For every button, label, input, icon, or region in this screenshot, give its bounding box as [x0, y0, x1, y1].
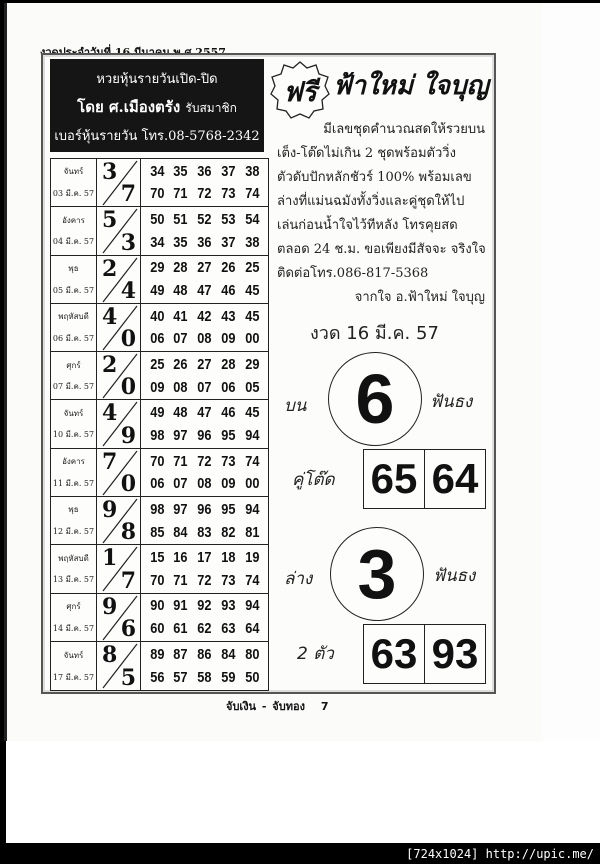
bottom-digit: 9: [120, 422, 136, 448]
number: 49: [149, 404, 164, 422]
numbers-cell: [141, 642, 268, 690]
day-cell: [51, 449, 97, 496]
number: 34: [149, 233, 164, 251]
numbers-cell: [141, 594, 268, 641]
top-digit: 9: [102, 497, 118, 524]
number: 35: [173, 162, 188, 180]
bottom-label: ล่าง: [284, 569, 313, 589]
number: 74: [244, 452, 260, 470]
day-date: 06 มี.ค. 57: [52, 333, 95, 343]
numbers-line1: [141, 404, 268, 421]
numbers-cell: [141, 545, 268, 592]
top-label: บน: [284, 396, 307, 416]
bottom-digit: 4: [120, 277, 136, 303]
number: 17: [197, 549, 212, 567]
bottom-suffix: ฟันธง: [433, 566, 476, 586]
digit-cell: [97, 594, 141, 641]
numbers-cell: [141, 256, 268, 303]
number: 94: [244, 597, 260, 615]
watermark: [724x1024] http://upic.me/: [406, 847, 594, 861]
bottom-digit: 0: [120, 374, 136, 400]
digit-cell: [97, 256, 141, 303]
top-digit: 6: [355, 360, 395, 438]
promo-line-2: [50, 95, 264, 119]
number: 35: [173, 233, 188, 251]
top-digit: 2: [102, 352, 118, 379]
digit-cell: [97, 352, 141, 399]
numbers-line2: [141, 475, 268, 492]
number: 45: [244, 307, 260, 325]
number: 45: [244, 404, 260, 422]
number: 58: [197, 669, 212, 687]
number: 92: [197, 597, 212, 615]
number: 08: [197, 330, 212, 348]
day-cell: [51, 545, 97, 592]
numbers-line1: [141, 163, 268, 180]
day-cell: [51, 642, 97, 690]
number: 70: [149, 452, 164, 470]
number: 37: [221, 233, 236, 251]
number: 54: [244, 211, 260, 229]
day-cell: [51, 352, 97, 399]
day-date: 14 มี.ค. 57: [52, 623, 95, 633]
numbers-line1: [141, 501, 268, 518]
day-cell: [51, 497, 97, 544]
number: 94: [244, 500, 260, 518]
numbers-cell: [141, 497, 268, 544]
number: 73: [221, 185, 236, 203]
badge-label: ฟรี: [283, 77, 317, 108]
number: 53: [221, 211, 236, 229]
free-badge: [270, 61, 330, 119]
page-margin-right: [542, 3, 600, 741]
number: 84: [221, 646, 236, 664]
number: 38: [244, 233, 260, 251]
table-row: [51, 497, 268, 545]
number: 96: [197, 500, 212, 518]
number: 50: [244, 669, 260, 687]
number: 29: [244, 356, 260, 373]
number: 70: [149, 185, 164, 203]
bottom-digit: 3: [120, 229, 136, 255]
day-name: พุธ: [68, 505, 79, 515]
numbers-line1: [141, 597, 268, 614]
number: 18: [221, 549, 236, 567]
numbers-cell: [141, 449, 268, 496]
numbers-cell: [141, 352, 268, 399]
day-name: จันทร์: [63, 167, 84, 177]
number: 41: [173, 307, 188, 325]
number: 25: [149, 356, 164, 373]
number: 42: [197, 307, 212, 325]
day-name: จันทร์: [63, 408, 84, 418]
day-name: พฤหัสบดี: [58, 312, 89, 322]
top-suffix: ฟันธง: [430, 392, 473, 412]
number: 08: [197, 475, 212, 493]
numbers-line2: [141, 379, 268, 396]
day-name: ศุกร์: [66, 360, 81, 370]
numbers-line2: [141, 620, 268, 637]
day-name: พฤหัสบดี: [58, 553, 89, 563]
numbers-cell: [141, 400, 268, 447]
number: 73: [221, 452, 236, 470]
pair-label-top: คู่โต๊ด: [292, 470, 335, 490]
day-date: 13 มี.ค. 57: [52, 575, 95, 585]
bottom-pair-2: 93: [424, 625, 485, 683]
digit-cell: [97, 497, 141, 544]
top-digit: 4: [102, 400, 118, 427]
number: 57: [173, 669, 188, 687]
desc-line: ตลอด 24 ช.ม. ขอเพียงมีสัจจะ จริงใจ: [277, 242, 486, 257]
number: 72: [197, 185, 212, 203]
number: 84: [173, 523, 188, 541]
digit-cell: [97, 449, 141, 496]
number: 94: [244, 426, 260, 444]
number: 80: [244, 646, 260, 664]
bottom-pair-1: 63: [370, 630, 418, 677]
day-date: 12 มี.ค. 57: [52, 527, 95, 537]
number: 00: [244, 330, 260, 348]
footer-title: จับเงิน - จับทอง: [226, 700, 305, 713]
number: 49: [149, 282, 164, 300]
numbers-line2: [141, 282, 268, 299]
numbers-cell: [141, 304, 268, 351]
top-digit: 8: [102, 641, 118, 668]
numbers-line2: [141, 524, 268, 541]
number: 28: [221, 356, 236, 373]
promo-author: โดย ศ.เมืองตรัง: [77, 98, 181, 116]
number: 71: [173, 571, 188, 589]
top-digit: 4: [102, 303, 118, 330]
number: 28: [173, 259, 188, 277]
number: 06: [221, 378, 236, 396]
desc-line: ตัวดับปักหลักชัวร์ 100% พร้อมเลข: [277, 170, 472, 185]
numbers-line1: [141, 259, 268, 276]
number: 97: [173, 500, 188, 518]
number: 36: [197, 233, 212, 251]
number: 07: [173, 330, 188, 348]
page-footer: [226, 697, 328, 715]
desc-line: ล่างที่แม่นฉมังทั้งวิ่งและคู่ชุดให้ไป: [277, 194, 465, 209]
number: 05: [244, 378, 260, 396]
numbers-line2: [141, 427, 268, 444]
number: 09: [221, 330, 236, 348]
day-date: 05 มี.ค. 57: [52, 285, 95, 295]
number: 56: [149, 669, 164, 687]
day-date: 17 มี.ค. 57: [52, 672, 95, 682]
number: 72: [197, 571, 212, 589]
number: 95: [221, 500, 236, 518]
number: 91: [173, 597, 188, 615]
bottom-digit: 5: [120, 665, 136, 691]
number: 37: [221, 162, 236, 180]
number: 71: [173, 452, 188, 470]
number: 64: [244, 620, 260, 638]
table-row: [51, 159, 268, 207]
number: 45: [244, 282, 260, 300]
number: 93: [221, 597, 236, 615]
day-name: จันทร์: [63, 650, 84, 660]
bottom-pair-box: [363, 624, 486, 684]
number: 47: [197, 404, 212, 422]
number: 90: [149, 597, 164, 615]
day-cell: [51, 207, 97, 254]
number: 09: [221, 475, 236, 493]
number: 85: [149, 523, 164, 541]
digit-cell: [97, 207, 141, 254]
day-date: 10 มี.ค. 57: [52, 430, 95, 440]
day-cell: [51, 594, 97, 641]
table-row: [51, 545, 268, 593]
bottom-digit: 3: [357, 535, 397, 613]
numbers-line2: [141, 185, 268, 202]
number: 82: [221, 523, 236, 541]
table-row: [51, 594, 268, 642]
number: 36: [197, 162, 212, 180]
numbers-line1: [141, 356, 268, 373]
day-cell: [51, 304, 97, 351]
number: 86: [197, 646, 212, 664]
top-pair-box: [363, 449, 486, 509]
number: 81: [244, 523, 260, 541]
number: 61: [173, 620, 188, 638]
number: 16: [173, 549, 188, 567]
bottom-digit: 0: [120, 326, 136, 352]
number: 73: [221, 571, 236, 589]
table-row: [51, 400, 268, 448]
table-row: [51, 304, 268, 352]
numbers-line1: [141, 308, 268, 325]
day-name: อังคาร: [62, 215, 85, 225]
day-cell: [51, 159, 97, 206]
number: 07: [173, 475, 188, 493]
top-pair-1: 65: [370, 455, 418, 502]
promo-line-1: หวยหุ้นรายวันเปิด-ปิด: [96, 72, 218, 87]
bottom-digit: 8: [120, 519, 136, 545]
bottom-digit: 7: [120, 181, 136, 207]
number: 08: [173, 378, 188, 396]
promo-members: รับสมาชิก: [185, 101, 237, 115]
number: 71: [173, 185, 188, 203]
numbers-line1: [141, 211, 268, 228]
digit-cell: [97, 400, 141, 447]
table-row: [51, 207, 268, 255]
number: 47: [197, 282, 212, 300]
number: 29: [149, 259, 164, 277]
number: 00: [244, 475, 260, 493]
number: 43: [221, 307, 236, 325]
digit-cell: [97, 642, 141, 690]
top-digit: 2: [102, 255, 118, 282]
number: 46: [221, 404, 236, 422]
number: 51: [173, 211, 188, 229]
number: 95: [221, 426, 236, 444]
number: 48: [173, 282, 188, 300]
signature: จากใจ อ.ฟ้าใหม่ ใจบุญ: [354, 290, 485, 305]
number: 34: [149, 162, 164, 180]
number: 25: [244, 259, 260, 277]
numbers-line2: [141, 572, 268, 589]
number: 96: [197, 426, 212, 444]
table-row: [51, 449, 268, 497]
promo-box: [50, 59, 264, 152]
top-digit: 3: [102, 159, 118, 185]
numbers-cell: [141, 207, 268, 254]
number: 59: [221, 669, 236, 687]
number: 74: [244, 185, 260, 203]
number: 46: [221, 282, 236, 300]
numbers-line1: [141, 453, 268, 470]
bottom-digit: 7: [120, 567, 136, 593]
number: 50: [149, 211, 164, 229]
top-digit: 7: [102, 448, 118, 475]
number: 70: [149, 571, 164, 589]
day-cell: [51, 400, 97, 447]
number: 48: [173, 404, 188, 422]
desc-line: เต็ง-โต๊ดไม่เกิน 2 ชุดพร้อมตัววิ่ง: [277, 146, 456, 161]
table-row: [51, 642, 268, 690]
desc-line: มีเลขชุดคำนวณสดให้รวยบน: [323, 122, 485, 137]
page-bottom-margin: [0, 741, 600, 843]
top-digit-circle: [328, 352, 422, 446]
day-name: อังคาร: [62, 457, 85, 467]
number: 07: [197, 378, 212, 396]
number: 98: [149, 426, 164, 444]
digit-cell: [97, 545, 141, 592]
page-number: 7: [320, 700, 329, 713]
top-digit: 1: [102, 545, 118, 572]
number: 98: [149, 500, 164, 518]
number: 06: [149, 330, 164, 348]
day-name: ศุกร์: [66, 601, 81, 611]
number: 89: [149, 646, 164, 664]
number: 97: [173, 426, 188, 444]
number: 62: [197, 620, 212, 638]
number: 74: [244, 571, 260, 589]
number: 38: [244, 162, 260, 180]
contact-line: ติดต่อโทร.086-817-5368: [277, 266, 429, 281]
numbers-line2: [141, 669, 268, 686]
top-pair-2: 64: [424, 450, 485, 508]
desc-line: เล่นก่อนน้ำใจไว้ทีหลัง โทรคุยสด: [277, 218, 458, 233]
numbers-line1: [141, 646, 268, 663]
digit-cell: [97, 159, 141, 206]
description: [277, 118, 485, 310]
day-name: พุธ: [68, 263, 79, 273]
bottom-digit-circle: [330, 527, 424, 621]
pair-label-bottom: 2 ตัว: [297, 644, 334, 664]
number: 72: [197, 452, 212, 470]
day-date: 11 มี.ค. 57: [52, 478, 95, 488]
number: 63: [221, 620, 236, 638]
day-cell: [51, 256, 97, 303]
bottom-digit: 6: [120, 615, 136, 641]
day-date: 04 มี.ค. 57: [52, 237, 95, 247]
numbers-line2: [141, 234, 268, 251]
number: 40: [149, 307, 164, 325]
number: 19: [244, 549, 260, 567]
number: 52: [197, 211, 212, 229]
results-table: [50, 158, 269, 691]
day-date: 07 มี.ค. 57: [52, 382, 95, 392]
number: 27: [197, 356, 212, 373]
numbers-line2: [141, 330, 268, 347]
digit-cell: [97, 304, 141, 351]
table-row: [51, 256, 268, 304]
day-date: 03 มี.ค. 57: [52, 188, 95, 198]
number: 27: [197, 259, 212, 277]
number: 83: [197, 523, 212, 541]
table-row: [51, 352, 268, 400]
numbers-line1: [141, 549, 268, 566]
author-title: ฟ้าใหม่ ใจบุญ: [333, 71, 489, 101]
bottom-digit: 0: [120, 471, 136, 497]
numbers-cell: [141, 159, 268, 206]
number: 87: [173, 646, 188, 664]
number: 26: [173, 356, 188, 373]
top-digit: 9: [102, 593, 118, 620]
promo-phone: เบอร์หุ้นรายวัน โทร.08-5768-2342: [54, 129, 260, 144]
number: 26: [221, 259, 236, 277]
number: 15: [149, 549, 164, 567]
number: 09: [149, 378, 164, 396]
number: 06: [149, 475, 164, 493]
top-digit: 5: [102, 207, 118, 234]
draw-date: งวด 16 มี.ค. 57: [310, 323, 439, 344]
number: 60: [149, 620, 164, 638]
